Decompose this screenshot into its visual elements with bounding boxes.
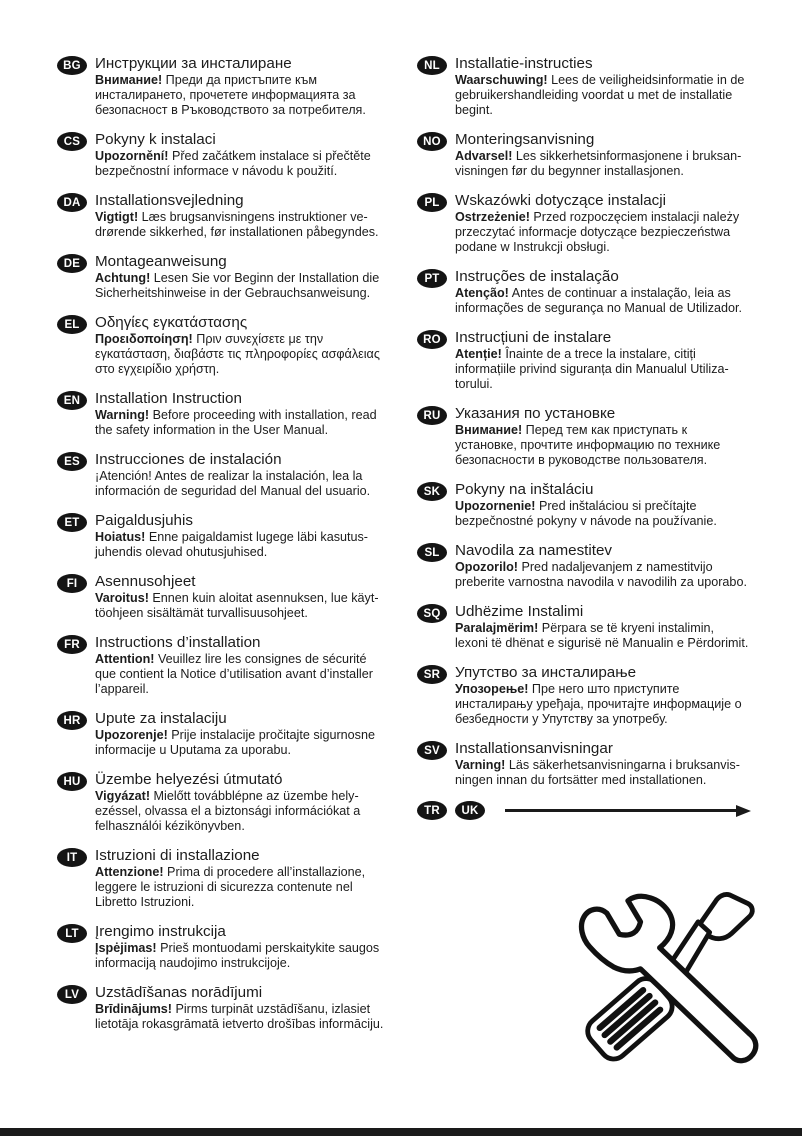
lang-section-sq: [417, 603, 751, 651]
lang-badge-hu: HU: [57, 772, 87, 791]
section-body: Atenție! Înainte de a trece la instalare, citiți informațiile privind siguranța din Manualul Utiliza- torului.: [455, 347, 729, 391]
lang-text-block: [95, 634, 395, 697]
lang-badge-sq: SQ: [417, 604, 447, 623]
lang-section-et: [57, 512, 395, 560]
warning-word: ¡Atención!: [95, 469, 152, 483]
section-body: Paralajmërim! Përpara se të kryeni instalimin, lexoni të dhënat e sigurisë në Manualin e Përdorimit.: [455, 621, 749, 650]
lang-section-da: [57, 192, 395, 240]
warning-word: Внимание!: [95, 73, 163, 87]
section-title: Montageanweisung: [95, 253, 227, 270]
lang-section-sv: [417, 740, 751, 788]
lang-badge-nl: NL: [417, 56, 447, 75]
section-title: Installationsvejledning: [95, 192, 244, 209]
warning-word: Įspėjimas!: [95, 941, 157, 955]
lang-text-block: [95, 847, 395, 910]
warning-word: Warning!: [95, 408, 150, 422]
section-title: Pokyny na inštaláciu: [455, 481, 594, 498]
section-title: Monteringsanvisning: [455, 131, 595, 148]
lang-section-ro: [417, 329, 751, 392]
section-title: Udhëzime Instalimi: [455, 603, 584, 620]
warning-word: Atenção!: [455, 286, 509, 300]
lang-text-block: [95, 512, 395, 560]
lang-text-block: [95, 55, 395, 118]
section-body: Upozornenie! Pred inštaláciou si prečítajte bezpečnostné pokyny v návode na používanie.: [455, 499, 717, 528]
lang-text-block: [455, 542, 751, 590]
lang-badge-fr: FR: [57, 635, 87, 654]
lang-badge-et: ET: [57, 513, 87, 532]
lang-badge-sl: SL: [417, 543, 447, 562]
section-body: Упозорење! Пре него што приступите инсталирању уређаја, прочитајте информације о безбедности у Упутству за употребу.: [455, 682, 742, 726]
section-body: Achtung! Lesen Sie vor Beginn der Installation die Sicherheitshinweise in der Gebrauchsanweisung.: [95, 271, 380, 300]
lang-text-block: [95, 253, 395, 301]
section-body: Προειδοποίηση! Πριν συνεχίσετε με την εγκατάσταση, διαβάστε τις πληροφορίες ασφάλειας στο εγχειρίδιο χρήστη.: [95, 332, 380, 376]
section-title: Указания по установке: [455, 405, 616, 422]
warning-word: Varoitus!: [95, 591, 149, 605]
warning-word: Vigyázat!: [95, 789, 151, 803]
section-body: Vigtigt! Læs brugsanvisningens instruktioner ve- drørende sikkerhed, før installationen påbegyndes.: [95, 210, 379, 239]
lang-section-sk: [417, 481, 751, 529]
lang-text-block: [95, 451, 395, 499]
lang-section-nl: [417, 55, 751, 118]
section-body: ¡Atención! Antes de realizar la instalación, lea la información de seguridad del Manual del usuario.: [95, 469, 371, 498]
lang-text-block: [95, 923, 395, 971]
warning-word: Упозорење!: [455, 682, 529, 696]
warning-word: Opozorilo!: [455, 560, 518, 574]
lang-section-it: [57, 847, 395, 910]
section-title: Paigaldusjuhis: [95, 512, 193, 529]
section-body: Vigyázat! Mielőtt továbblépne az üzembe hely- ezéssel, olvassa el a biztonsági információkat a felhasználói kézikönyvben.: [95, 789, 361, 833]
lang-badge-en: EN: [57, 391, 87, 410]
lang-text-block: [95, 314, 395, 377]
warning-word: Attention!: [95, 652, 155, 666]
section-body: Brīdinājums! Pirms turpināt uzstādīšanu, izlasiet lietotāja rokasgrāmatā ietverto drošības informāciju.: [95, 1002, 384, 1031]
lang-badge-de: DE: [57, 254, 87, 273]
lang-section-lt: [57, 923, 395, 971]
section-body: Hoiatus! Enne paigaldamist lugege läbi kasutus- juhendis olevad ohutusjuhised.: [95, 530, 369, 559]
warning-word: Upozorenje!: [95, 728, 168, 742]
right-column: [417, 55, 751, 820]
section-title: Instruções de instalação: [455, 268, 619, 285]
section-title: Installationsanvisningar: [455, 740, 613, 757]
lang-text-block: [455, 55, 751, 118]
lang-section-fr: [57, 634, 395, 697]
lang-section-sl: [417, 542, 751, 590]
lang-badge-fi: FI: [57, 574, 87, 593]
section-title: Installation Instruction: [95, 390, 242, 407]
warning-word: Upozornění!: [95, 149, 169, 163]
warning-word: Brīdinājums!: [95, 1002, 172, 1016]
lang-text-block: [455, 664, 751, 727]
section-title: Instructions d’installation: [95, 634, 261, 651]
lang-badge-el: EL: [57, 315, 87, 334]
section-title: Istruzioni di installazione: [95, 847, 260, 864]
section-title: Upute za instalaciju: [95, 710, 227, 727]
section-body: Ostrzeżenie! Przed rozpoczęciem instalacji należy przeczytać informacje dotyczące bezpieczeństwa podane w Instrukcji obsługi.: [455, 210, 740, 254]
section-title: Pokyny k instalaci: [95, 131, 216, 148]
lang-section-sr: [417, 664, 751, 727]
section-body: Upozornění! Před začátkem instalace si přečtěte bezpečnostní informace v návodu k použití.: [95, 149, 371, 178]
warning-word: Achtung!: [95, 271, 151, 285]
lang-badge-cs: CS: [57, 132, 87, 151]
warning-word: Advarsel!: [455, 149, 513, 163]
lang-text-block: [455, 131, 751, 179]
lang-badge-bg: BG: [57, 56, 87, 75]
section-title: Asennusohjeet: [95, 573, 196, 590]
warning-word: Внимание!: [455, 423, 523, 437]
section-body: Varning! Läs säkerhetsanvisningarna i bruksanvis- ningen innan du fortsätter med installationen.: [455, 758, 740, 787]
lang-text-block: [455, 268, 751, 316]
lang-badge-sv: SV: [417, 741, 447, 760]
wrench-and-screwdriver-icon: [556, 880, 796, 1100]
tr-uk-row: [417, 801, 751, 820]
lang-section-fi: [57, 573, 395, 621]
lang-text-block: [455, 192, 751, 255]
lang-badge-uk: UK: [455, 801, 485, 820]
lang-badge-ro: RO: [417, 330, 447, 349]
lang-text-block: [95, 192, 395, 240]
lang-badge-da: DA: [57, 193, 87, 212]
lang-section-hu: [57, 771, 395, 834]
section-body: Внимание! Перед тем как приступать к установке, прочтите информацию по технике безопасности в руководстве пользователя.: [455, 423, 721, 467]
section-body: Waarschuwing! Lees de veiligheidsinformatie in de gebruikershandleiding voordat u met de installatie begint.: [455, 73, 745, 117]
lang-badge-lv: LV: [57, 985, 87, 1004]
section-title: Упутство за инсталирање: [455, 664, 637, 681]
section-title: Wskazówki dotyczące instalacji: [455, 192, 667, 209]
lang-section-pl: [417, 192, 751, 255]
section-title: Üzembe helyezési útmutató: [95, 771, 283, 788]
section-body: Atenção! Antes de continuar a instalação, leia as informações de segurança no Manual de Utilizador.: [455, 286, 743, 315]
lang-badge-no: NO: [417, 132, 447, 151]
lang-badge-es: ES: [57, 452, 87, 471]
lang-badge-sk: SK: [417, 482, 447, 501]
lang-text-block: [455, 405, 751, 468]
page-bottom-bar: [0, 1128, 802, 1136]
lang-badge-tr: TR: [417, 801, 447, 820]
section-body: Attenzione! Prima di procedere all’installazione, leggere le istruzioni di sicurezza contenute nel Libretto Istruzioni.: [95, 865, 366, 909]
arrow-line: [505, 809, 737, 811]
warning-word: Vigtigt!: [95, 210, 139, 224]
warning-word: Varning!: [455, 758, 506, 772]
section-body: Warning! Before proceeding with installation, read the safety information in the User Manual.: [95, 408, 377, 437]
section-body: Attention! Veuillez lire les consignes de sécurité que contient la Notice d’utilisation avant d’installer l’appareil.: [95, 652, 373, 696]
section-title: Įrengimo instrukcija: [95, 923, 226, 940]
lang-text-block: [95, 710, 395, 758]
section-title: Uzstādīšanas norādījumi: [95, 984, 263, 1001]
warning-word: Atenție!: [455, 347, 502, 361]
left-column: [57, 55, 395, 1045]
section-body: Įspėjimas! Prieš montuodami perskaitykite saugos informaciją naudojimo instrukcijoje.: [95, 941, 380, 970]
lang-text-block: [455, 740, 751, 788]
lang-badge-sr: SR: [417, 665, 447, 684]
section-title: Инструкции за инсталиране: [95, 55, 292, 72]
warning-word: Hoiatus!: [95, 530, 146, 544]
lang-text-block: [455, 481, 751, 529]
lang-section-el: [57, 314, 395, 377]
section-title: Installatie-instructies: [455, 55, 593, 72]
section-body: Varoitus! Ennen kuin aloitat asennuksen, lue käyt- töohjeen sisältämät turvallisuusohjeet.: [95, 591, 379, 620]
lang-section-lv: [57, 984, 395, 1032]
lang-badge-pl: PL: [417, 193, 447, 212]
lang-text-block: [455, 329, 751, 392]
lang-badge-hr: HR: [57, 711, 87, 730]
warning-word: Προειδοποίηση!: [95, 332, 193, 346]
section-body: Opozorilo! Pred nadaljevanjem z namestitvijo preberite varnostna navodila v navodilih za uporabo.: [455, 560, 747, 589]
lang-text-block: [95, 573, 395, 621]
lang-section-ru: [417, 405, 751, 468]
section-title: Instrucțiuni de instalare: [455, 329, 612, 346]
lang-section-cs: [57, 131, 395, 179]
lang-section-en: [57, 390, 395, 438]
lang-badge-lt: LT: [57, 924, 87, 943]
lang-section-es: [57, 451, 395, 499]
section-body: Внимание! Преди да пристъпите към инсталирането, прочетете информацията за безопасност в Ръководството за потребителя.: [95, 73, 366, 117]
section-title: Instrucciones de instalación: [95, 451, 282, 468]
section-body: Upozorenje! Prije instalacije pročitajte sigurnosne informacije u Uputama za uporabu.: [95, 728, 375, 757]
section-body: Advarsel! Les sikkerhetsinformasjonene i bruksan- visningen før du begynner installasjonen.: [455, 149, 742, 178]
lang-text-block: [455, 603, 751, 651]
lang-badge-it: IT: [57, 848, 87, 867]
lang-text-block: [95, 390, 395, 438]
lang-text-block: [95, 131, 395, 179]
warning-word: Attenzione!: [95, 865, 164, 879]
lang-section-pt: [417, 268, 751, 316]
lang-badge-pt: PT: [417, 269, 447, 288]
section-title: Navodila za namestitev: [455, 542, 613, 559]
lang-text-block: [95, 984, 395, 1032]
lang-section-de: [57, 253, 395, 301]
lang-section-bg: [57, 55, 395, 118]
warning-word: Ostrzeżenie!: [455, 210, 530, 224]
lang-section-hr: [57, 710, 395, 758]
warning-word: Paralajmërim!: [455, 621, 539, 635]
warning-word: Waarschuwing!: [455, 73, 548, 87]
warning-word: Upozornenie!: [455, 499, 536, 513]
lang-badge-ru: RU: [417, 406, 447, 425]
arrow-head-icon: [736, 805, 751, 817]
section-title: Οδηγίες εγκατάστασης: [95, 314, 248, 331]
lang-section-no: [417, 131, 751, 179]
lang-text-block: [95, 771, 395, 834]
